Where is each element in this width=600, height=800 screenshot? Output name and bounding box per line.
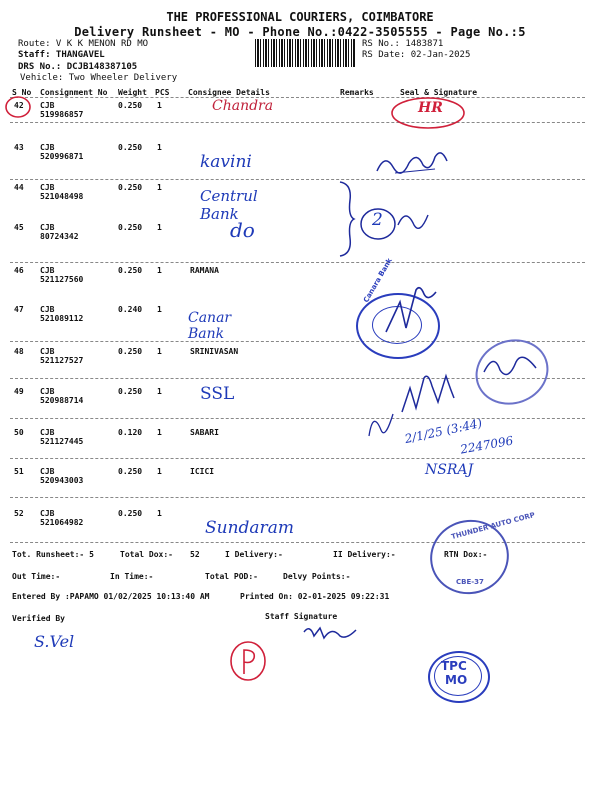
row-consignment: CJB 521127445 bbox=[40, 428, 84, 446]
row-consignment: CJB 80724342 bbox=[40, 223, 79, 241]
entered-by: Entered By :PAPAMO 01/02/2025 10:13:40 AM bbox=[12, 592, 210, 601]
hr-initials: HR bbox=[418, 100, 443, 116]
row-weight: 0.250 bbox=[118, 347, 143, 356]
row-consignment: CJB 521064982 bbox=[40, 509, 84, 527]
row-sno: 47 bbox=[14, 305, 24, 314]
row-weight: 0.250 bbox=[118, 509, 143, 518]
row-consignment: CJB 521089112 bbox=[40, 305, 84, 323]
in-time: In Time:- bbox=[110, 572, 154, 581]
row-weight: 0.240 bbox=[118, 305, 143, 314]
rs-no-text: RS No.: 1483871 bbox=[362, 39, 444, 49]
total-pod: Total POD:- bbox=[205, 572, 258, 581]
col-weight: Weight bbox=[118, 88, 147, 97]
tot-runsheet: Tot. Runsheet:- 5 bbox=[12, 550, 94, 559]
row-consignment: CJB 521048498 bbox=[40, 183, 84, 201]
row-consignee: RAMANA bbox=[190, 266, 219, 275]
total-dox-value: 52 bbox=[190, 550, 200, 559]
row-consignment: CJB 520943003 bbox=[40, 467, 84, 485]
out-time: Out Time:- bbox=[12, 572, 61, 581]
vehicle-text: Vehicle: Two Wheeler Delivery bbox=[20, 73, 178, 83]
brace-mark bbox=[338, 180, 358, 258]
row-pcs: 1 bbox=[157, 266, 162, 275]
canara-bank-stamp-text: Canara Bank bbox=[362, 256, 394, 304]
signature-row48 bbox=[480, 342, 540, 382]
row-sno: 48 bbox=[14, 347, 24, 356]
row-pcs: 1 bbox=[157, 101, 162, 110]
row-pcs: 1 bbox=[157, 387, 162, 396]
staff-text: Staff: THANGAVEL bbox=[18, 50, 105, 60]
row-sno: 49 bbox=[14, 387, 24, 396]
row-consignment: CJB 520996871 bbox=[40, 143, 84, 161]
row-weight: 0.250 bbox=[118, 101, 143, 110]
row-consignee: ICICI bbox=[190, 467, 215, 476]
row-pcs: 1 bbox=[157, 223, 162, 232]
staff-signature-label: Staff Signature bbox=[265, 612, 338, 621]
row-weight: 0.250 bbox=[118, 387, 143, 396]
signature-row50-left bbox=[365, 400, 405, 440]
verified-signature: S.Vel bbox=[34, 632, 75, 651]
red-p-mark bbox=[228, 640, 268, 682]
runsheet-title: Delivery Runsheet - MO - Phone No.:0422-3505555 - Page No.:5 bbox=[74, 25, 526, 39]
delivery-note-name: NSRAJ bbox=[425, 462, 474, 478]
ii-delivery: II Delivery:- bbox=[333, 550, 396, 559]
drs-no-text: DRS No.: DCJB148387105 bbox=[18, 62, 138, 72]
row-pcs: 1 bbox=[157, 347, 162, 356]
col-pcs: PCS bbox=[155, 88, 170, 97]
row-divider bbox=[10, 418, 585, 419]
delivery-note-date: 2/1/25 (3:44) bbox=[403, 415, 484, 447]
sno-circle-mark bbox=[4, 95, 34, 119]
row-pcs: 1 bbox=[157, 183, 162, 192]
total-dox-label: Total Dox:- bbox=[120, 550, 173, 559]
row-weight: 0.250 bbox=[118, 183, 143, 192]
row-divider bbox=[10, 458, 585, 459]
row-pcs: 1 bbox=[157, 467, 162, 476]
row-consignment: CJB 521127560 bbox=[40, 266, 84, 284]
row-sno: 44 bbox=[14, 183, 24, 192]
row-handwritten-name: Canar Bank bbox=[188, 310, 232, 342]
row-sno: 42 bbox=[14, 101, 24, 110]
row-sno: 45 bbox=[14, 223, 24, 232]
row-handwritten-name: kavini bbox=[200, 152, 252, 172]
delvy-points: Delvy Points:- bbox=[283, 572, 351, 581]
row-weight: 0.250 bbox=[118, 266, 143, 275]
row-sno: 51 bbox=[14, 467, 24, 476]
company-title: THE PROFESSIONAL COURIERS, COIMBATORE bbox=[166, 10, 434, 24]
staff-signature-mark bbox=[300, 622, 360, 644]
i-delivery: I Delivery:- bbox=[225, 550, 283, 559]
row-consignment: CJB 521127527 bbox=[40, 347, 84, 365]
delivery-note-number: 2247096 bbox=[459, 433, 515, 457]
route-text: Route: V K K MENON RD MO bbox=[18, 39, 149, 49]
barcode bbox=[255, 39, 355, 67]
tpc-stamp-text: TPC bbox=[441, 659, 467, 673]
col-consignee: Consignee Details bbox=[188, 88, 270, 97]
row-pcs: 1 bbox=[157, 509, 162, 518]
row-handwritten-name: SSL bbox=[200, 384, 235, 404]
row-weight: 0.120 bbox=[118, 428, 143, 437]
row-weight: 0.250 bbox=[118, 143, 143, 152]
row-weight: 0.250 bbox=[118, 223, 143, 232]
row-pcs: 1 bbox=[157, 305, 162, 314]
row-consignment: CJB 519986857 bbox=[40, 101, 84, 119]
signature-row43 bbox=[375, 143, 450, 178]
signature-row49 bbox=[398, 368, 458, 418]
row-consignment: CJB 520988714 bbox=[40, 387, 84, 405]
row-sno: 43 bbox=[14, 143, 24, 152]
row-consignee: SABARI bbox=[190, 428, 219, 437]
row-handwritten-name: do bbox=[230, 218, 255, 242]
row-divider bbox=[10, 497, 585, 498]
signature-row45 bbox=[396, 205, 436, 235]
signature-row47 bbox=[376, 282, 446, 342]
row-sno: 46 bbox=[14, 266, 24, 275]
circled-two-text: 2 bbox=[372, 210, 383, 230]
verified-by-label: Verified By bbox=[12, 614, 65, 623]
rs-date-text: RS Date: 02-Jan-2025 bbox=[362, 50, 471, 60]
printed-on: Printed On: 02-01-2025 09:22:31 bbox=[240, 592, 390, 601]
thunder-stamp-text: THUNDER AUTO CORP bbox=[450, 510, 536, 542]
row-divider bbox=[10, 262, 585, 263]
row-weight: 0.250 bbox=[118, 467, 143, 476]
thunder-stamp-city: CBE-37 bbox=[456, 578, 484, 586]
rtn-dox: RTN Dox:- bbox=[444, 550, 488, 559]
col-consignment: Consignment No bbox=[40, 88, 108, 97]
row-divider bbox=[10, 179, 585, 180]
row-divider bbox=[10, 122, 585, 123]
row-sno: 50 bbox=[14, 428, 24, 437]
row-handwritten-name: Sundaram bbox=[205, 518, 294, 538]
col-sno: S No bbox=[12, 88, 32, 97]
col-seal: Seal & Signature bbox=[400, 88, 478, 97]
header-divider bbox=[10, 97, 585, 98]
row-sno: 52 bbox=[14, 509, 24, 518]
row-handwritten-name: Chandra bbox=[212, 98, 274, 114]
row-pcs: 1 bbox=[157, 143, 162, 152]
row-consignee: SRINIVASAN bbox=[190, 347, 239, 356]
row-handwritten-name: Centrul Bank bbox=[200, 187, 258, 223]
mo-stamp-text: MO bbox=[445, 673, 468, 687]
col-remarks: Remarks bbox=[340, 88, 374, 97]
row-pcs: 1 bbox=[157, 428, 162, 437]
